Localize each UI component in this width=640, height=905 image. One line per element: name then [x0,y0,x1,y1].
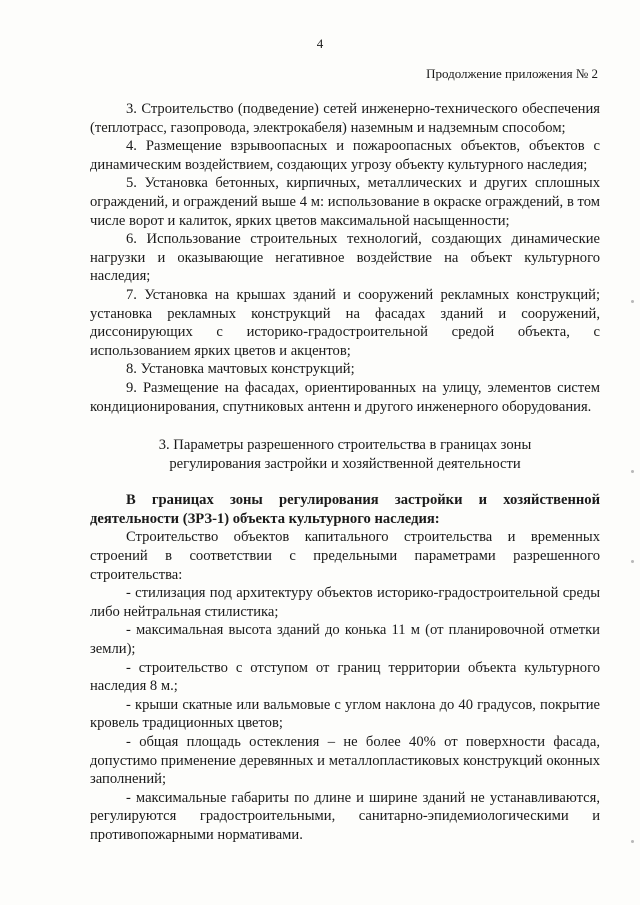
document-body [90,100,600,845]
page-number: 4 [316,36,324,51]
appendix-continuation-label: Продолжение приложения № 2 [426,66,598,81]
intro-paragraph: Строительство объектов капитального строительства и временных строений в соответствии с предельными параметрами разрешенного строительства: [90,529,600,583]
parameter-item: - максимальная высота зданий до конька 11 м (от планировочной отметки земли); [90,622,600,658]
parameter-item: - стилизация под архитектуру объектов историко-градостроительной среды либо нейтральная стилистика; [90,585,600,620]
scan-edge-mark [631,840,634,843]
scan-edge-mark [631,300,634,303]
scan-edge-mark [631,470,634,473]
list-item: 3. Строительство (подведение) сетей инженерно-технического обеспечения (теплотрасс, газопровода, электрокабеля) наземным и надземным способом; [90,101,600,136]
list-item: 5. Установка бетонных, кирпичных, металлических и других сплошных ограждений, и ограждений выше 4 м: использование в окраске ограждений, в том числе ворот и калиток, ярких цветов максимальной насыщенности; [90,175,600,229]
list-item: 8. Установка мачтовых конструкций; [126,361,355,378]
list-item: 9. Размещение на фасадах, ориентированных на улицу, элементов систем кондиционирования, спутниковых антенн и другого инженерного оборудования. [90,379,600,415]
parameter-item: - строительство с отступом от границ территории объекта культурного наследия 8 м.; [90,659,600,695]
list-item: 6. Использование строительных технологий, создающих динамические нагрузки и оказывающие негативное воздействие на объект культурного наследия; [90,231,600,285]
zone-lead-paragraph: В границах зоны регулирования застройки и хозяйственной деятельности (ЗРЗ-1) объекта культурного наследия: [90,492,600,527]
list-item: 7. Установка на крышах зданий и сооружений рекламных конструкций; установка рекламных конструкций на фасадах зданий и сооружений, диссонирующих с историко-градостроительной средой объекта, с использованием ярких цветов и акцентов; [90,286,600,359]
scan-edge-mark [631,560,634,563]
section-heading: 3. Параметры разрешенного строительства в границах зоны регулирования застройки и хозяйственной деятельности [158,437,532,472]
parameter-item: - общая площадь остекления – не более 40% от поверхности фасада, допустимо применение деревянных и металлопластиковых конструкций оконных заполнений; [90,734,600,788]
list-item: 4. Размещение взрывоопасных и пожароопасных объектов, объектов с динамическим воздействием, создающих угрозу объекту культурного наследия; [90,138,600,173]
parameter-item: - максимальные габариты по длине и ширине зданий не устанавливаются, регулируются градостроительными, санитарно-эпидемиологическими и противопожарными нормативами. [90,789,600,843]
parameter-item: - крыши скатные или вальмовые с углом наклона до 40 градусов, покрытие кровель традиционных цветов; [90,696,600,732]
